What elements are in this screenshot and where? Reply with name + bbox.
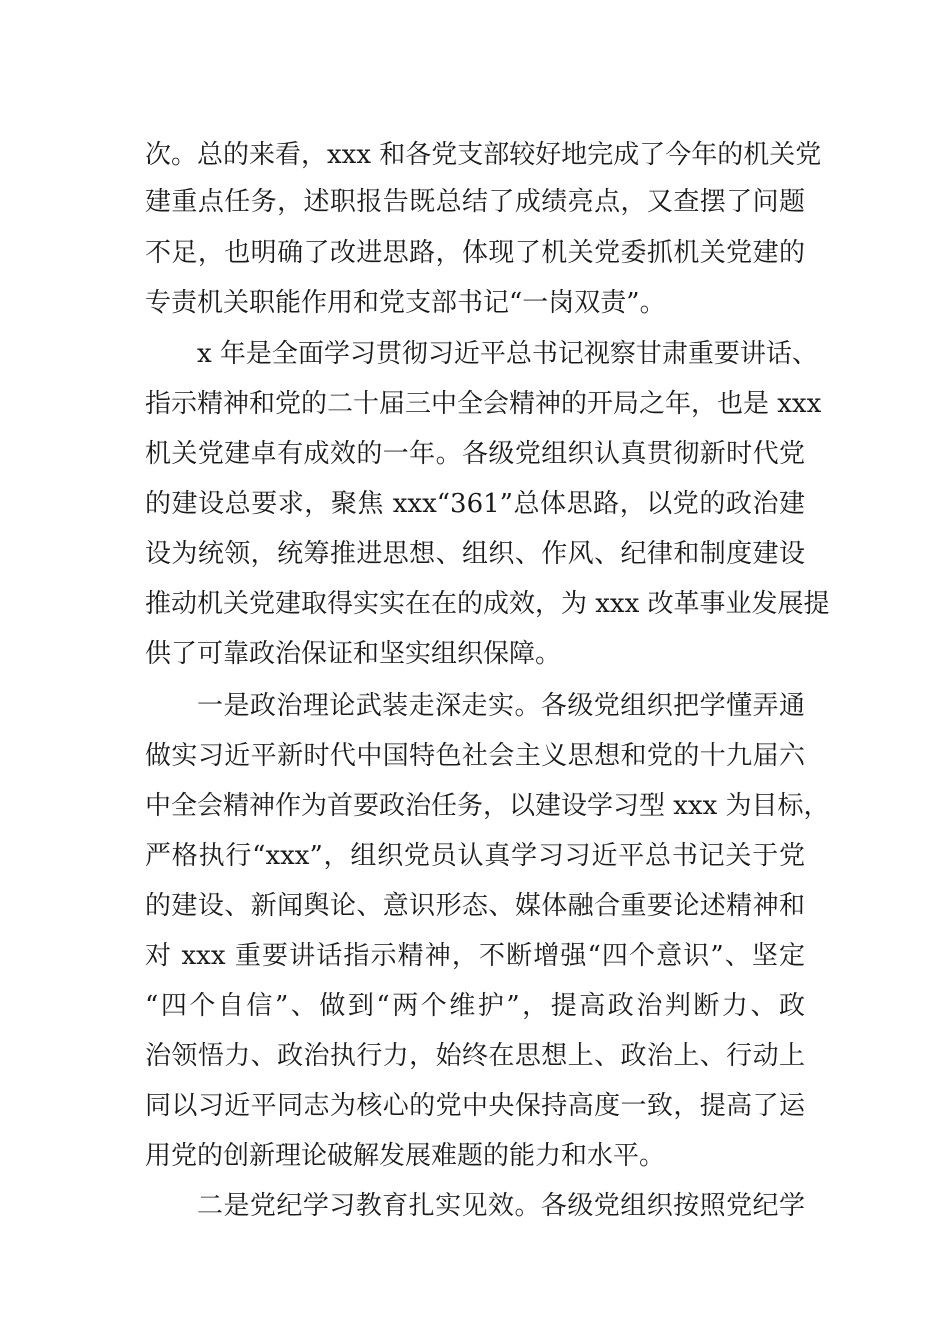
paragraph-first-line: 一是政治理论武装走深走实。各级党组织把学懂弄通	[197, 691, 805, 721]
paragraph-first-line: x 年是全面学习贯彻习近平总书记视察甘肃重要讲话、	[197, 339, 818, 369]
text-line: 严格执行“xxx”，组织党员认真学习习近平总书记关于党	[145, 841, 805, 871]
text-line: 专责机关职能作用和党支部书记“一岗双责”。	[145, 288, 666, 318]
text-line: 推动机关党建取得实实在在的成效，为 xxx 改革事业发展提	[145, 589, 830, 619]
text-line: 的建设总要求，聚焦 xxx“361”总体思路，以党的政治建	[145, 489, 805, 519]
text-line: 做实习近平新时代中国特色社会主义思想和党的十九届六	[145, 741, 805, 771]
text-line: 中全会精神作为首要政治任务，以建设学习型 xxx 为目标，	[145, 791, 830, 821]
text-line: 建重点任务，述职报告既总结了成绩亮点，又查摆了问题	[145, 187, 805, 217]
text-line: 同以习近平同志为核心的党中央保持高度一致，提高了运	[145, 1091, 805, 1121]
text-line: 的建设、新闻舆论、意识形态、媒体融合重要论述精神和	[145, 891, 805, 921]
text-line: 指示精神和党的二十届三中全会精神的开局之年，也是 xxx	[145, 389, 822, 419]
text-line: 对 xxx 重要讲话指示精神，不断增强“四个意识”、坚定	[145, 941, 805, 971]
text-line: 不足，也明确了改进思路，体现了机关党委抓机关党建的	[145, 238, 805, 268]
paragraph-first-line: 二是党纪学习教育扎实见效。各级党组织按照党纪学	[197, 1191, 805, 1221]
text-line: 用党的创新理论破解发展难题的能力和水平。	[145, 1141, 666, 1171]
text-line: 次。总的来看，xxx 和各党支部较好地完成了今年的机关党	[145, 140, 822, 170]
text-line: 设为统领，统筹推进思想、组织、作风、纪律和制度建设	[145, 539, 805, 569]
text-line: 机关党建卓有成效的一年。各级党组织认真贯彻新时代党	[145, 439, 805, 469]
text-line: 治领悟力、政治执行力，始终在思想上、政治上、行动上	[145, 1041, 805, 1071]
text-line: 供了可靠政治保证和坚实组织保障。	[145, 639, 562, 669]
text-line: “四个自信”、做到“两个维护”，提高政治判断力、政	[145, 991, 805, 1021]
